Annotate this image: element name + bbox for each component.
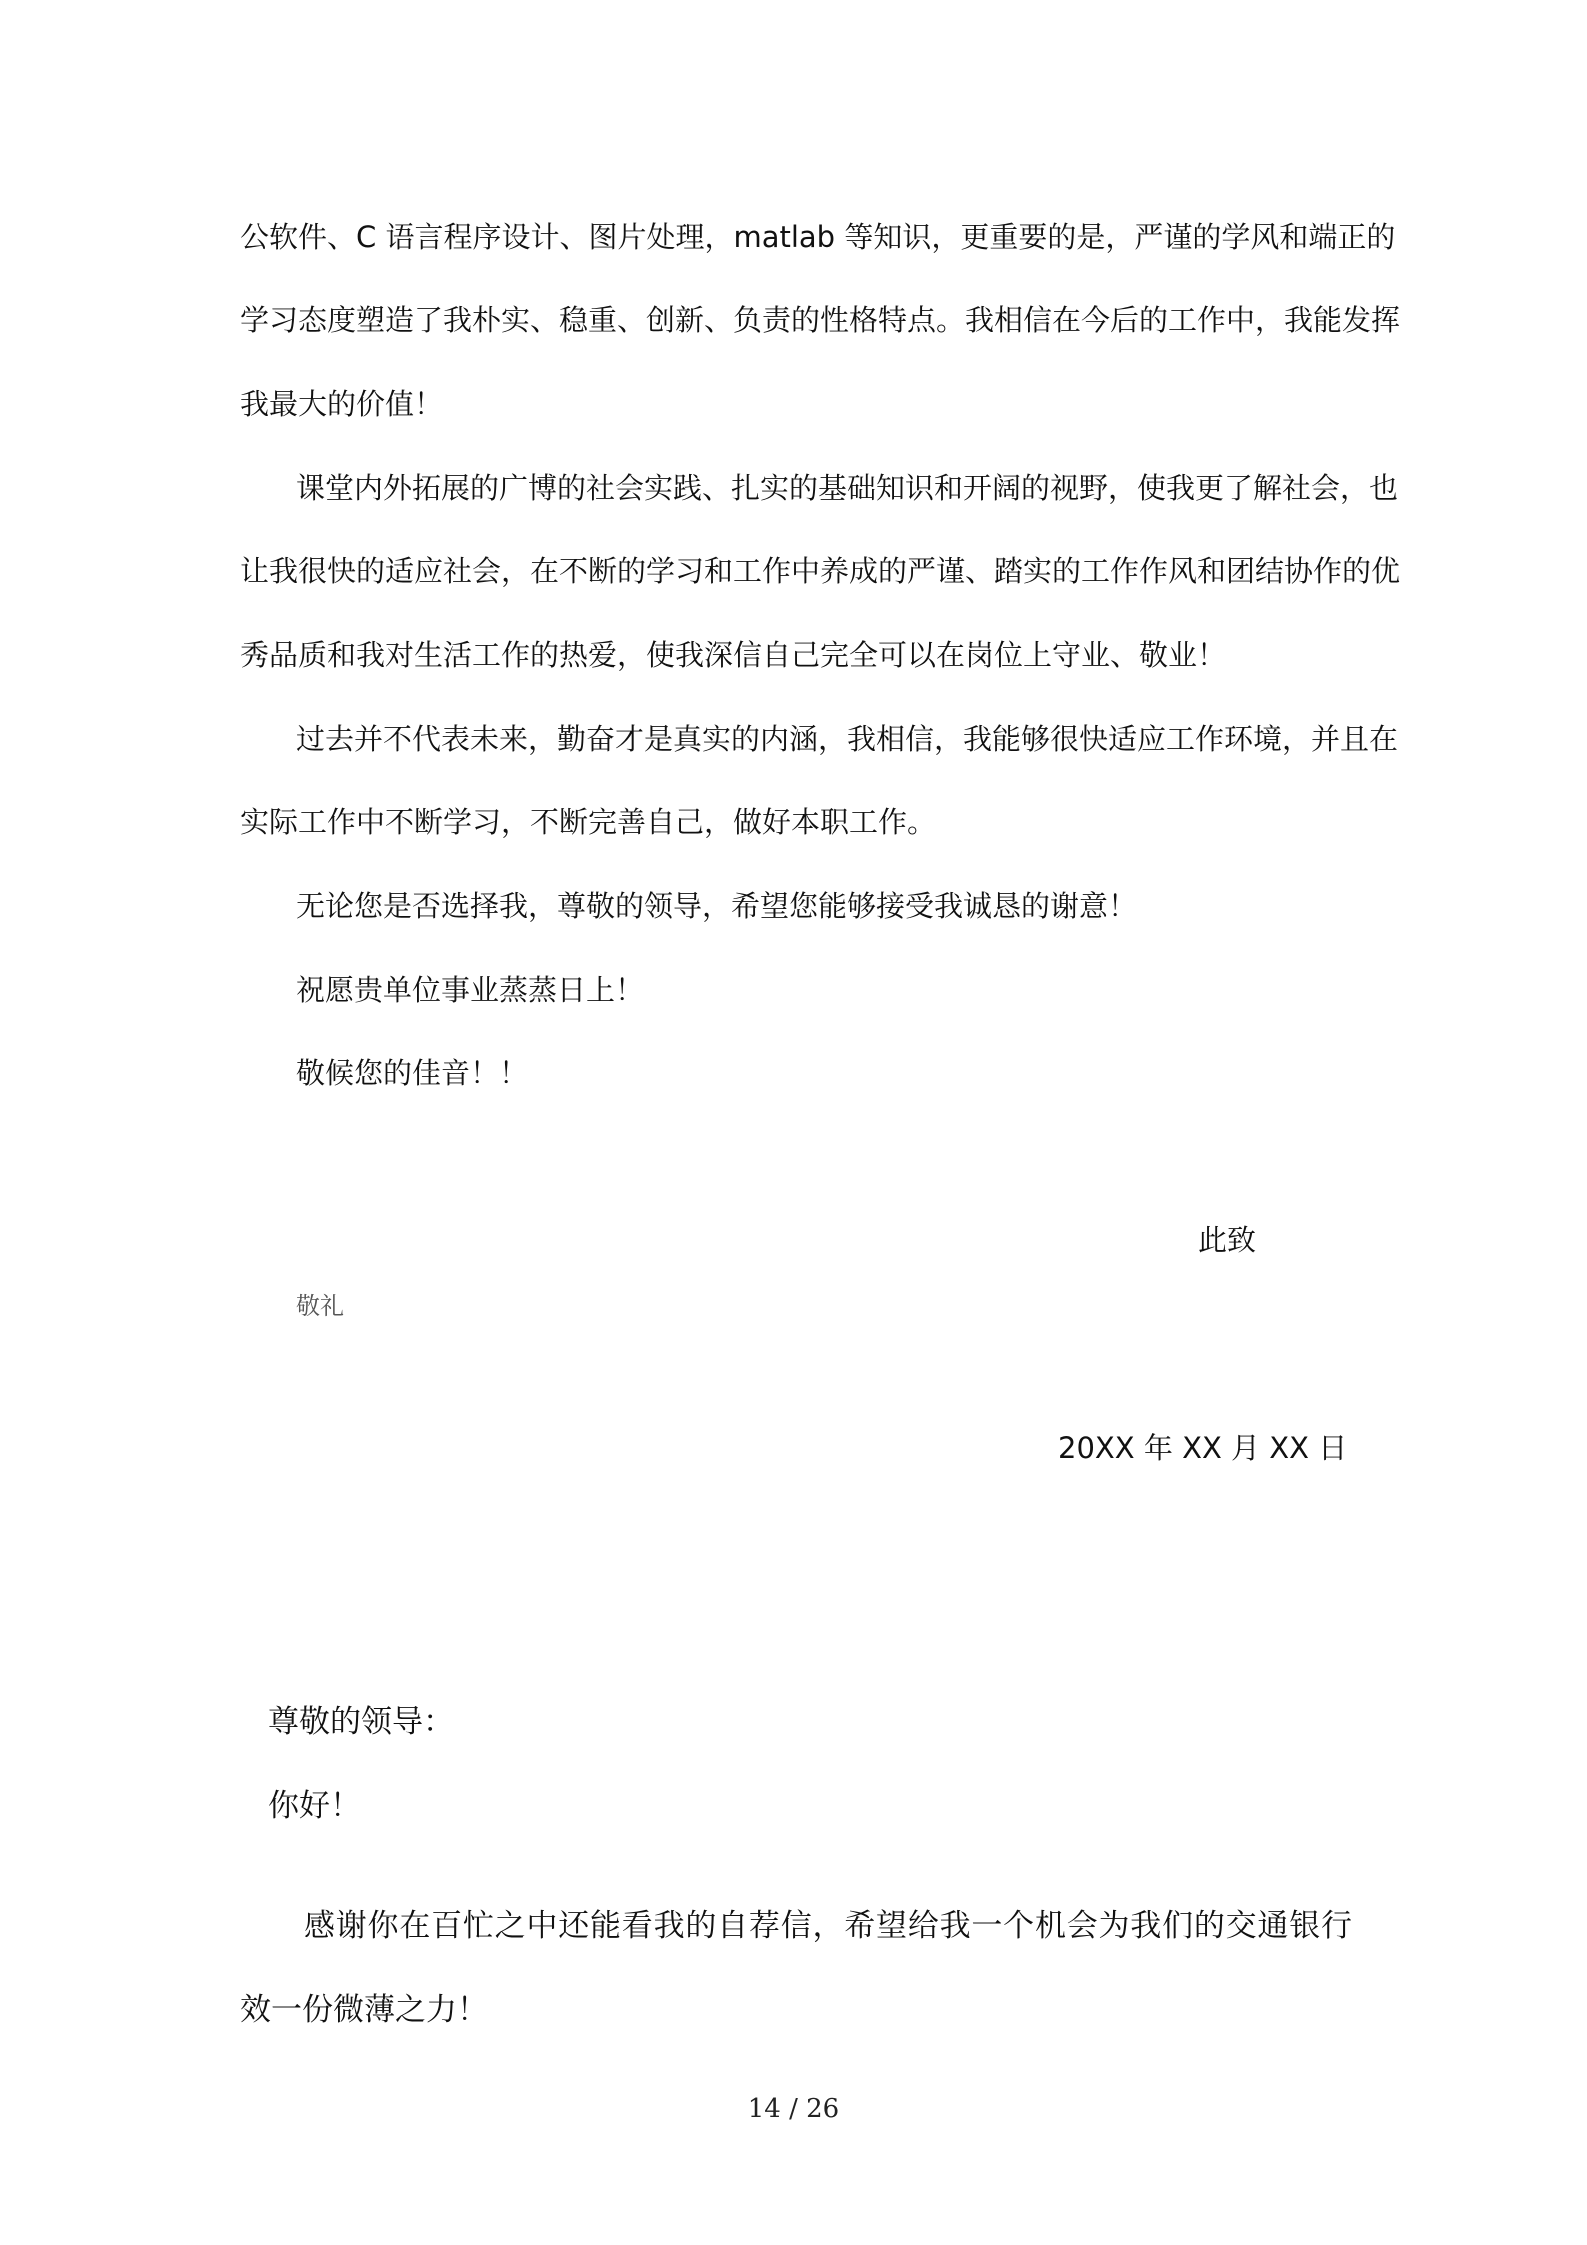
paragraph-1-line-2: 学习态度塑造了我朴实、稳重、创新、负责的性格特点。我相信在今后的工作中，我能发挥	[240, 303, 1401, 337]
hello: 你好！	[268, 1788, 361, 1824]
paragraph-3-line-1: 过去并不代表未来，勤奋才是真实的内涵，我相信，我能够很快适应工作环境，并且在	[296, 722, 1399, 756]
paragraph-2-line-2: 让我很快的适应社会，在不断的学习和工作中养成的严谨、踏实的工作作风和团结协作的优	[240, 554, 1401, 588]
page-number: 14 / 26	[747, 2094, 840, 2124]
paragraph-2-line-3: 秀品质和我对生活工作的热爱，使我深信自己完全可以在岗位上守业、敬业！	[240, 638, 1227, 672]
letter-date: 20XX 年 XX 月 XX 日	[1058, 1431, 1348, 1465]
paragraph-3-line-2: 实际工作中不断学习，不断完善自己，做好本职工作。	[240, 805, 937, 839]
salute-text: 敬礼	[296, 1292, 344, 1320]
intro-line-2: 效一份微薄之力！	[240, 1992, 488, 2028]
paragraph-1-line-3: 我最大的价值！	[240, 387, 444, 421]
paragraph-wish: 祝愿贵单位事业蒸蒸日上！	[296, 973, 645, 1007]
intro-line-1: 感谢你在百忙之中还能看我的自荐信，希望给我一个机会为我们的交通银行	[304, 1908, 1352, 1944]
paragraph-2-line-1: 课堂内外拓展的广博的社会实践、扎实的基础知识和开阔的视野，使我更了解社会，也	[296, 471, 1399, 505]
paragraph-1-line-1: 公软件、C 语言程序设计、图片处理，matlab 等知识，更重要的是，严谨的学风和端正的	[240, 220, 1396, 254]
paragraph-await: 敬候您的佳音！！	[296, 1056, 529, 1090]
paragraph-thanks: 无论您是否选择我，尊敬的领导，希望您能够接受我诚恳的谢意！	[296, 889, 1138, 923]
closing-text: 此致	[1198, 1223, 1257, 1257]
greeting: 尊敬的领导：	[268, 1704, 454, 1740]
